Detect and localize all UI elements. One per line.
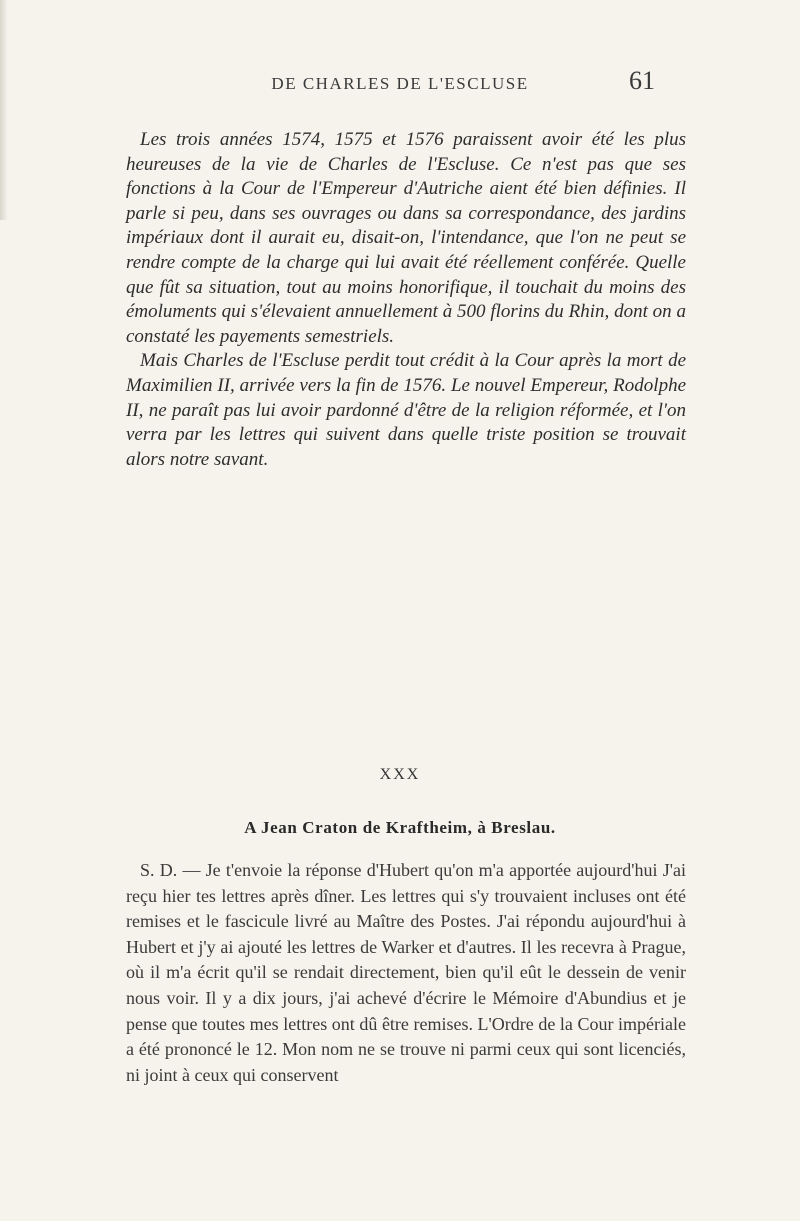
letter-paragraph: S. D. — Je t'envoie la réponse d'Hubert qu'on m'a apportée aujourd'hui J'ai reçu hier tes lettres après dîner. Les lettres qui s'y trouvaient incluses ont été remises et le fascicule livré au Maître des Postes. J'ai répondu aujourd'hui à Hubert et j'y ai ajouté les lettres de Warker et d'autres. Il les recevra à Prague, où il m'a écrit qu'il se rendait directement, bien qu'il eût le dessein de venir nous voir. Il y a dix jours, j'ai achevé d'écrire le Mémoire d'Abundius et je pense que toutes mes lettres ont dû être remises. L'Ordre de la Cour impériale a été prononcé le 12. Mon nom ne se trouve ni parmi ceux qui sont licenciés, ni joint à ceux qui conservent [126,860,686,1085]
letter-number: XXX [379,766,421,783]
intro-paragraph: Mais Charles de l'Escluse perdit tout crédit à la Cour après la mort de Maximilien II, arrivée vers la fin de 1576. Le nouvel Empereur, Rodolphe II, ne paraît pas lui avoir pardonné d'être de la religion réformée, et l'on verra par les lettres qui suivent dans quelle triste position se trouvait alors notre savant. [126,350,686,470]
intro-text [126,128,686,472]
page-edge-shadow [0,0,8,220]
letter-title: A Jean Craton de Kraftheim, à Breslau. [244,818,556,837]
page-number: 61 [629,66,655,95]
running-title: DE CHARLES DE L'ESCLUSE [271,74,529,93]
intro-paragraph: Les trois années 1574, 1575 et 1576 paraissent avoir été les plus heureuses de la vie de Charles de l'Escluse. Ce n'est pas que ses fonctions à la Cour de l'Empereur d'Autriche aient été bien définies. Il parle si peu, dans ses ouvrages ou dans sa correspondance, des jardins impériaux dont il aurait eu, disait-on, l'intendance, que l'on ne peut se rendre compte de la charge qui lui avait été réellement conférée. Quelle que fût sa situation, tout au moins honorifique, il touchait du moins des émoluments qui s'élevaient annuellement à 500 florins du Rhin, dont on a constaté les payements semestriels. [126,129,686,347]
running-head [0,66,800,96]
letter-body [126,858,686,1088]
